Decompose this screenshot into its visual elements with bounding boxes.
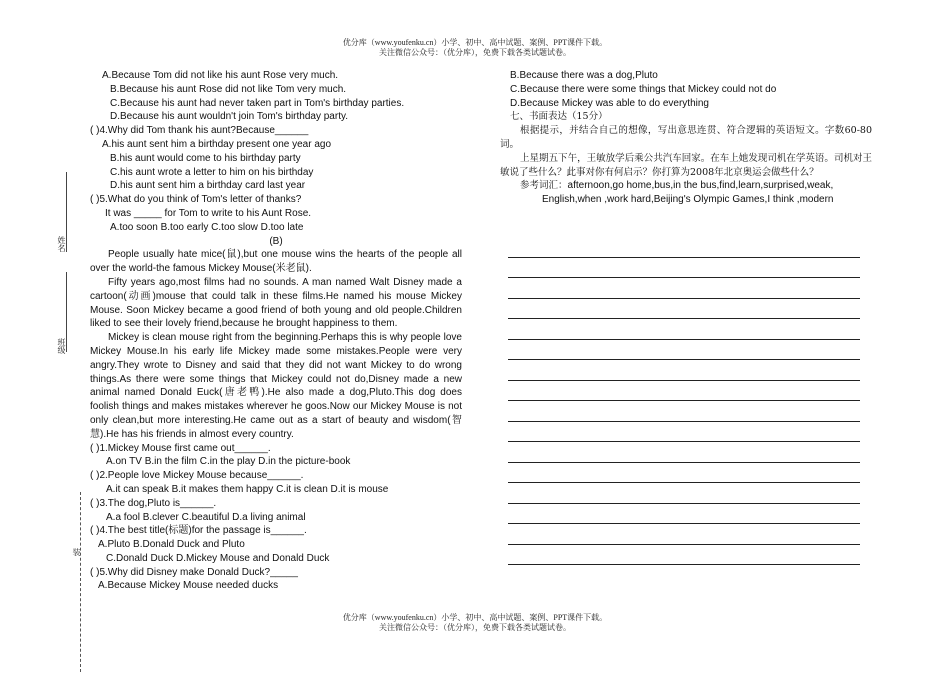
b2-options: A.it can speak B.it makes them happy C.it is clean D.it is mouse xyxy=(106,483,389,495)
b5-option-a: A.Because Mickey Mouse needed ducks xyxy=(98,580,279,592)
b5-option-b: B.Because there was a dog,Pluto xyxy=(510,70,658,81)
writing-line[interactable] xyxy=(508,319,860,340)
writing-area[interactable] xyxy=(508,237,860,565)
writing-line[interactable] xyxy=(508,360,860,381)
b3-question: ( )3.The dog,Pluto is______. xyxy=(90,497,217,509)
passage-paragraph-2: Fifty years ago,most films had no sounds. A man named Walt Disney made a cartoon(动画)mouse that could talk in these films.He named his mouse Mickey Mouse. Soon Mickey became a good friend of both young and old people.Children liked to see their lovely friend,because he brought happiness to them. xyxy=(90,276,462,330)
writing-prompt: 上星期五下午，王敏放学后乘公共汽车回家。在车上她发现司机在学英语。司机对王敏说了些什么？此事对你有何启示？你打算为2008年北京奥运会做些什么？ xyxy=(500,152,872,178)
seal-label: 装 xyxy=(72,548,81,556)
vocab-label: 参考词汇： xyxy=(520,180,568,192)
left-column xyxy=(90,69,462,593)
b4-option-c-d: C.Donald Duck D.Mickey Mouse and Donald Duck xyxy=(106,552,330,564)
passage-paragraph-3: Mickey is clean mouse right from the beginning.Perhaps this is why people love Mickey Mouse.In his early life Mickey made some mistakes.People were very angry.They wrote to Disney and said that they did not want Mickey to do wrong things.As there were some things that Mickey could not do,Disney made a new animal named Donald Euck(唐老鸭).He also made a dog,Pluto.This dog does foolish things and makes mistakes wherever he goos.Now our Mickey Mouse is not only clean,but more interesting.He came out as a start of beauty and wisdom(智慧).He has his friends in almost every country. xyxy=(90,332,462,440)
footer-line-1: 优分库（www.youfenku.cn）小学、初中、高中试题、案例、PPT课件下载。 xyxy=(342,613,608,622)
page-header xyxy=(0,38,950,58)
q5-options: A.too soon B.too early C.too slow D.too late xyxy=(110,221,304,233)
vocab-line-2: English,when ,work hard,Beijing's Olympic Games,I think ,modern xyxy=(542,194,834,206)
writing-line[interactable] xyxy=(508,401,860,422)
writing-line[interactable] xyxy=(508,278,860,299)
b3-options: A.a fool B.clever C.beautiful D.a living animal xyxy=(106,511,306,523)
vocab-words-1: afternoon,go home,bus,in the bus,find,learn,surprised,weak, xyxy=(567,180,834,192)
section-7-title: 七、书面表达（15分） xyxy=(510,111,608,123)
section-b-title: (B) xyxy=(269,235,283,247)
b5-option-c: C.Because there were some things that Mickey could not do xyxy=(510,83,777,95)
q3-option-b: B.Because his aunt Rose did not like Tom very much. xyxy=(110,83,347,95)
writing-line[interactable] xyxy=(508,340,860,361)
q4-option-c: C.his aunt wrote a letter to him on his birthday xyxy=(110,166,314,178)
writing-line[interactable] xyxy=(508,524,860,545)
q3-option-d: D.Because his aunt wouldn't join Tom's birthday party. xyxy=(110,111,349,123)
q4-option-a: A.his aunt sent him a birthday present one year ago xyxy=(102,138,332,150)
q3-option-c: C.Because his aunt had never taken part in Tom's birthday parties. xyxy=(110,97,405,109)
b5-option-d: D.Because Mickey was able to do everything xyxy=(510,97,709,109)
b5-question: ( )5.Why did Disney make Donald Duck?_____ xyxy=(90,566,298,578)
binding-dashed-line xyxy=(80,492,81,672)
writing-line[interactable] xyxy=(508,504,860,525)
writing-line[interactable] xyxy=(508,463,860,484)
class-label: 班级 xyxy=(57,338,66,354)
writing-line[interactable] xyxy=(508,483,860,504)
q5-stem: It was _____ for Tom to write to his Aunt Rose. xyxy=(105,207,312,219)
b4-question: ( )4.The best title(标题)for the passage is______. xyxy=(90,525,307,537)
writing-line[interactable] xyxy=(508,258,860,279)
writing-line[interactable] xyxy=(508,237,860,258)
q4-option-b: B.his aunt would come to his birthday party xyxy=(110,152,301,164)
passage-paragraph-1: People usually hate mice(鼠),but one mouse wins the hearts of the people all over the world-the famous Mickey Mouse(米老鼠). xyxy=(90,249,462,275)
q4-option-d: D.his aunt sent him a birthday card last year xyxy=(110,180,306,192)
writing-line[interactable] xyxy=(508,545,860,566)
b1-options: A.on TV B.in the film C.in the play D.in the picture-book xyxy=(106,456,351,468)
q5-question: ( )5.What do you think of Tom's letter of thanks? xyxy=(90,194,302,206)
b2-question: ( )2.People love Mickey Mouse because______. xyxy=(90,470,304,482)
q3-option-a: A.Because Tom did not like his aunt Rose very much. xyxy=(102,70,339,81)
writing-line[interactable] xyxy=(508,422,860,443)
header-line-2: 关注微信公众号：（优分库），免费下载各类试题试卷。 xyxy=(379,48,571,57)
header-line-1: 优分库（www.youfenku.cn）小学、初中、高中试题、案例、PPT课件下载。 xyxy=(342,38,608,47)
q4-question: ( )4.Why did Tom thank his aunt?Because______ xyxy=(90,125,309,137)
page-footer xyxy=(0,613,950,633)
right-column xyxy=(500,69,872,207)
footer-line-2: 关注微信公众号：（优分库），免费下载各类试题试卷。 xyxy=(379,623,571,632)
writing-instructions: 根据提示，并结合自己的想像，写出意思连贯、符合逻辑的英语短文。字数60-80词。 xyxy=(500,125,872,150)
name-label: 姓名 xyxy=(57,236,66,252)
writing-line[interactable] xyxy=(508,299,860,320)
b4-option-a-b: A.Pluto B.Donald Duck and Pluto xyxy=(98,539,245,551)
vocab-line-1 xyxy=(500,179,872,193)
writing-line[interactable] xyxy=(508,442,860,463)
b1-question: ( )1.Mickey Mouse first came out______. xyxy=(90,442,271,454)
writing-line[interactable] xyxy=(508,381,860,402)
